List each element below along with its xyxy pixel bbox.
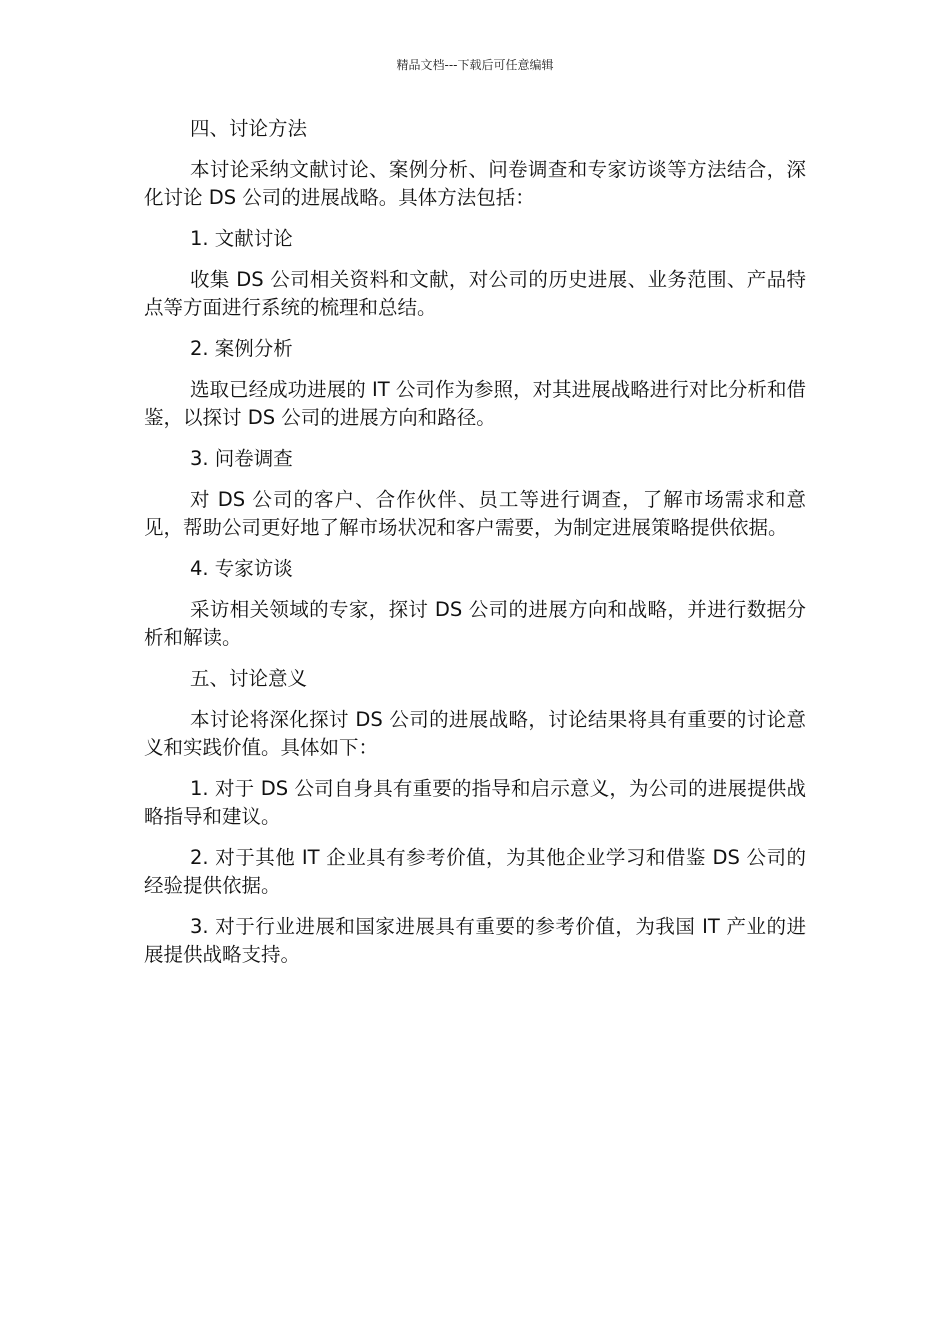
subheading-survey: 3. 问卷调查 [190,447,293,470]
section-heading-methods: 四、讨论方法 [190,117,308,140]
subheading-literature: 1. 文献讨论 [190,227,293,250]
paragraph-methods-intro: 本讨论采纳文献讨论、案例分析、问卷调查和专家访谈等方法结合，深化讨论 DS 公司的进展战略。具体方法包括： [144,158,806,209]
subheading-case-study: 2. 案例分析 [190,337,293,360]
list-item-significance-2: 2. 对于其他 IT 企业具有参考价值，为其他企业学习和借鉴 DS 公司的经验提供依据。 [144,846,806,897]
paragraph-interview: 采访相关领域的专家，探讨 DS 公司的进展方向和战略，并进行数据分析和解读。 [144,598,806,649]
section-heading-significance: 五、讨论意义 [190,667,308,690]
subheading-interview: 4. 专家访谈 [190,557,293,580]
list-item-significance-1: 1. 对于 DS 公司自身具有重要的指导和启示意义，为公司的进展提供战略指导和建议。 [144,777,806,828]
paragraph-significance-intro: 本讨论将深化探讨 DS 公司的进展战略，讨论结果将具有重要的讨论意义和实践价值。具体如下： [144,708,806,759]
list-item-significance-3: 3. 对于行业进展和国家进展具有重要的参考价值，为我国 IT 产业的进展提供战略支持。 [144,915,806,966]
document-body [144,115,806,982]
paragraph-survey: 对 DS 公司的客户、合作伙伴、员工等进行调查，了解市场需求和意见，帮助公司更好地了解市场状况和客户需要，为制定进展策略提供依据。 [144,488,806,539]
paragraph-literature: 收集 DS 公司相关资料和文献，对公司的历史进展、业务范围、产品特点等方面进行系统的梳理和总结。 [144,268,806,319]
paragraph-case-study: 选取已经成功进展的 IT 公司作为参照，对其进展战略进行对比分析和借鉴，以探讨 DS 公司的进展方向和路径。 [144,378,806,429]
page-header: 精品文档---下载后可任意编辑 [396,58,554,72]
